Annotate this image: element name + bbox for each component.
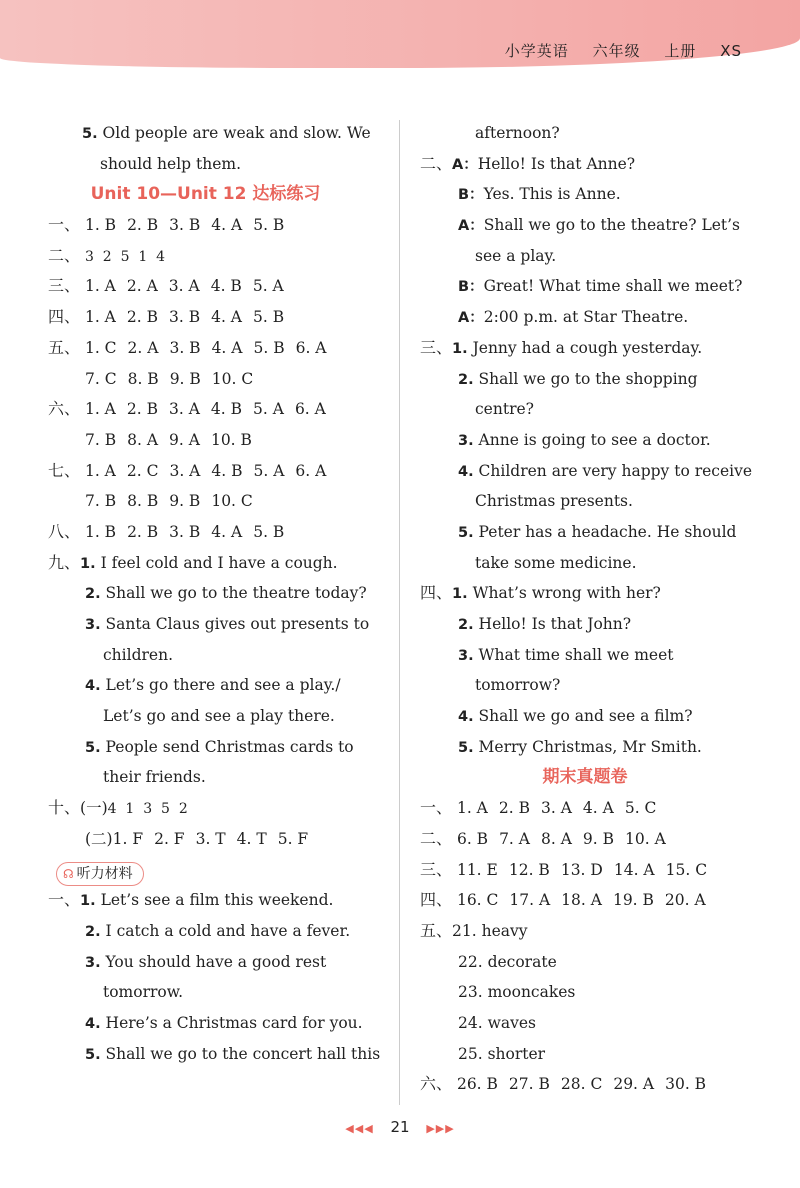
dialogue-line: B：Yes. This is Anne. — [458, 185, 621, 204]
right-column — [420, 118, 753, 1100]
answer-line: 23. mooncakes — [458, 983, 576, 1002]
header-edition: XS — [720, 42, 742, 60]
answer-row: 一、 1. A 2. B 3. A 4. A 5. C — [420, 798, 657, 818]
answer-line: 2. Hello! Is that John? — [458, 615, 632, 633]
answer-row: 一、 1. B 2. B 3. B 4. A 5. B — [48, 215, 285, 235]
answer-row: (二)1. F 2. F 3. T 4. T 5. F — [85, 829, 309, 848]
answer-line: 三、1. Jenny had a cough yesterday. — [420, 337, 703, 357]
answer-row: 7. B 8. A 9. A 10. B — [85, 430, 252, 449]
answer-row: 八、 1. B 2. B 3. B 4. A 5. B — [48, 521, 285, 541]
answer-line: 3. You should have a good rest — [85, 952, 327, 971]
answer-row: 三、 11. E 12. B 13. D 14. A 15. C — [420, 859, 708, 879]
dialogue-line: see a play. — [475, 246, 557, 265]
answer-line: 5. Peter has a headache. He should — [458, 522, 737, 541]
section-title-unit-review: Unit 10—Unit 12 达标练习 — [90, 184, 321, 205]
header-grade: 六年级 — [592, 42, 641, 60]
answer-row: 7. B 8. B 9. B 10. C — [85, 492, 253, 511]
column-divider — [399, 120, 400, 1105]
dialogue-line: 二、A：Hello! Is that Anne? — [420, 153, 636, 173]
answer-line: Let’s go and see a play there. — [103, 707, 335, 726]
answer-line: 四、1. What’s wrong with her? — [420, 583, 661, 603]
dialogue-line: B：Great! What time shall we meet? — [458, 277, 743, 296]
right-arrows-icon: ▶▶▶ — [426, 1122, 455, 1135]
answer-line: children. — [103, 645, 173, 664]
dialogue-line: A：Shall we go to the theatre? Let’s — [458, 216, 741, 235]
answer-row: 六、 1. A 2. B 3. A 4. B 5. A 6. A — [48, 399, 326, 419]
answer-row: 十、(一)4 1 3 5 2 — [48, 798, 188, 818]
answer-line: tomorrow? — [475, 676, 561, 695]
header-subject: 小学英语 — [504, 42, 569, 60]
answer-line: 25. shorter — [458, 1044, 546, 1063]
answer-line: 4. Let’s go there and see a play./ — [85, 676, 341, 695]
listening-tag: ☊ 听力材料 — [56, 862, 144, 886]
answer-line: tomorrow. — [103, 983, 184, 1002]
answer-row: 五、 1. C 2. A 3. B 4. A 5. B 6. A — [48, 337, 327, 357]
listening-material-heading — [48, 855, 383, 886]
left-column — [48, 118, 383, 1069]
answer-line: 2. Shall we go to the theatre today? — [85, 584, 367, 603]
answer-line: take some medicine. — [475, 553, 637, 572]
answer-line: 一、1. Let’s see a film this weekend. — [48, 890, 334, 910]
answer-row: 7. C 8. B 9. B 10. C — [85, 369, 254, 388]
answer-line: 5. Old people are weak and slow. We — [82, 124, 371, 142]
answer-line: 3. What time shall we meet — [458, 645, 674, 664]
answer-row: 四、 16. C 17. A 18. A 19. B 20. A — [420, 890, 706, 910]
answer-row: 二、 3 2 5 1 4 — [48, 245, 166, 265]
page-number: 21 — [390, 1118, 410, 1136]
answer-line: their friends. — [103, 768, 206, 787]
header-volume: 上册 — [664, 42, 697, 60]
section-title-final-exam: 期末真题卷 — [542, 767, 628, 788]
answer-line: 4. Here’s a Christmas card for you. — [85, 1013, 363, 1032]
answer-line: 4. Children are very happy to receive — [458, 461, 753, 480]
answer-row: 三、 1. A 2. A 3. A 4. B 5. A — [48, 276, 284, 296]
answer-line: 3. Santa Claus gives out presents to — [85, 615, 370, 633]
answer-line: 4. Shall we go and see a film? — [458, 707, 693, 726]
page-footer — [0, 1118, 800, 1136]
answer-line: 2. I catch a cold and have a fever. — [85, 921, 351, 940]
answer-line: centre? — [475, 400, 534, 419]
answer-line: afternoon? — [475, 124, 560, 142]
answer-row: 七、 1. A 2. C 3. A 4. B 5. A 6. A — [48, 460, 327, 480]
answer-line: 3. Anne is going to see a doctor. — [458, 430, 711, 449]
answer-line: 5. People send Christmas cards to — [85, 737, 354, 756]
answer-row: 四、 1. A 2. B 3. B 4. A 5. B — [48, 307, 285, 327]
answer-line: 九、1. I feel cold and I have a cough. — [48, 552, 338, 572]
left-arrows-icon: ◀◀◀ — [345, 1122, 374, 1135]
answer-line: 五、21. heavy — [420, 920, 528, 940]
answer-line: 22. decorate — [458, 952, 557, 971]
answer-line: 5. Merry Christmas, Mr Smith. — [458, 737, 702, 756]
book-header — [487, 40, 742, 61]
headphones-icon: ☊ — [63, 866, 74, 881]
answer-line: should help them. — [100, 154, 242, 173]
answer-line: 2. Shall we go to the shopping — [458, 369, 698, 388]
answer-line: 5. Shall we go to the concert hall this — [85, 1044, 381, 1063]
answer-row: 二、 6. B 7. A 8. A 9. B 10. A — [420, 828, 666, 848]
answer-line: Christmas presents. — [475, 492, 633, 511]
dialogue-line: A：2:00 p.m. at Star Theatre. — [458, 308, 689, 327]
answer-line: 24. waves — [458, 1013, 536, 1032]
answer-row: 六、 26. B 27. B 28. C 29. A 30. B — [420, 1074, 707, 1094]
